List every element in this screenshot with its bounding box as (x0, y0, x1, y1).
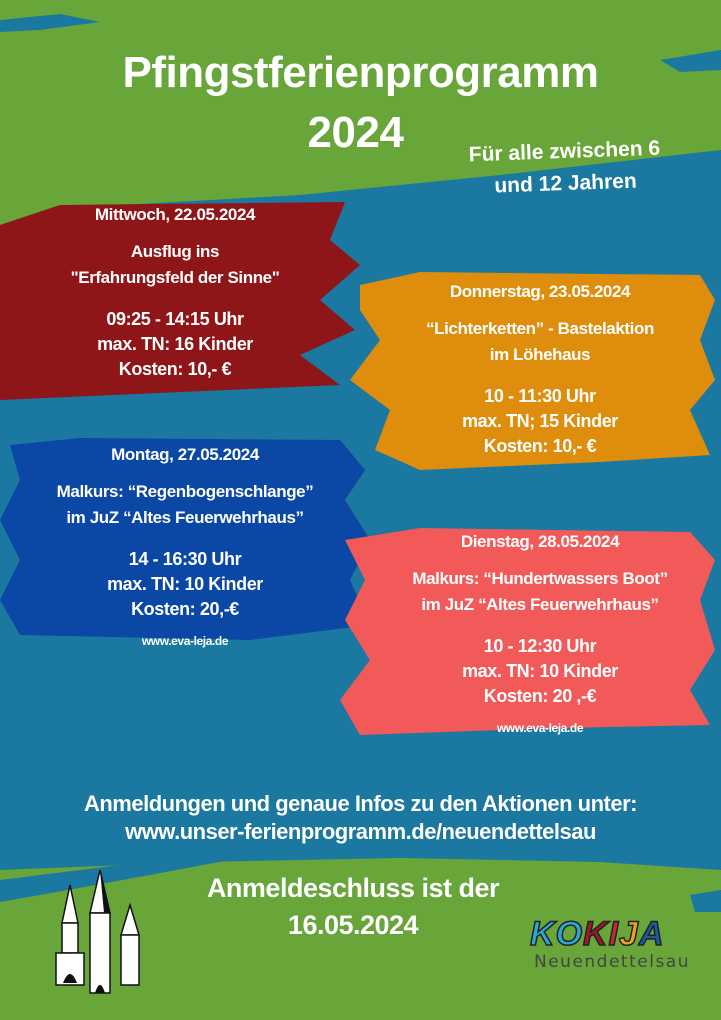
event-card-thursday (360, 282, 720, 459)
event-date: Donnerstag, 23.05.2024 (449, 282, 631, 301)
event-cost: Kosten: 10,- € (118, 359, 232, 379)
event-title-line: Malkurs: “Hundertwassers Boot” (412, 569, 668, 588)
registration-url[interactable]: www.unser-ferienprogramm.de/neuendettelsau (125, 819, 596, 844)
event-url[interactable]: www.eva-leja.de (141, 634, 229, 648)
event-card-wednesday (0, 205, 350, 382)
event-title-line: Malkurs: “Regenbogenschlange” (56, 482, 314, 501)
deadline-date: 16.05.2024 (287, 910, 419, 940)
event-title (0, 239, 350, 291)
audience-line-2: und 12 Jahren (493, 169, 638, 198)
event-participants: max. TN: 10 Kinder (462, 661, 618, 681)
event-cost: Kosten: 20 ,-€ (483, 686, 597, 706)
event-participants: max. TN: 16 Kinder (97, 334, 253, 354)
event-participants: max. TN: 10 Kinder (107, 574, 263, 594)
event-time: 09:25 - 14:15 Uhr (106, 309, 244, 329)
event-time: 10 - 12:30 Uhr (483, 636, 597, 656)
registration-info: Anmeldungen und genaue Infos zu den Aktionen unter: (83, 791, 637, 816)
event-date: Dienstag, 28.05.2024 (460, 532, 620, 551)
event-title-line: im JuZ “Altes Feuerwehrhaus” (66, 508, 304, 527)
deadline-label: Anmeldeschluss ist der (206, 873, 500, 903)
event-title-line: Ausflug ins (130, 242, 220, 261)
event-title (360, 316, 720, 368)
event-participants: max. TN; 15 Kinder (462, 411, 618, 431)
kokija-logo-text: KOKIJA (530, 915, 665, 953)
event-title-line: “Lichterketten” - Bastelaktion (426, 319, 654, 338)
event-title-line: im JuZ “Altes Feuerwehrhaus” (421, 595, 659, 614)
event-cost: Kosten: 10,- € (483, 436, 597, 456)
event-card-tuesday (360, 532, 720, 735)
event-cost: Kosten: 20,-€ (131, 599, 239, 619)
event-title-line: "Erfahrungsfeld der Sinne" (70, 268, 280, 287)
event-date: Montag, 27.05.2024 (111, 445, 259, 464)
church-icon (50, 865, 145, 1000)
event-time: 10 - 11:30 Uhr (484, 386, 596, 406)
kokija-subtitle: Neuendettelsau (534, 952, 690, 972)
audience-note (439, 132, 691, 205)
event-title (5, 479, 365, 531)
poster-title: Pfingstferienprogramm (122, 48, 599, 97)
event-time: 14 - 16:30 Uhr (128, 549, 242, 569)
teal-streak-top (0, 14, 100, 32)
audience-line-1: Für alle zwischen 6 (468, 136, 661, 167)
poster-year: 2024 (307, 108, 404, 157)
event-card-monday (5, 445, 365, 648)
event-url[interactable]: www.eva-leja.de (496, 721, 584, 735)
kokija-logo (530, 915, 721, 972)
event-title (360, 566, 720, 618)
event-date: Mittwoch, 22.05.2024 (94, 205, 256, 224)
event-title-line: im Löhehaus (489, 345, 591, 364)
